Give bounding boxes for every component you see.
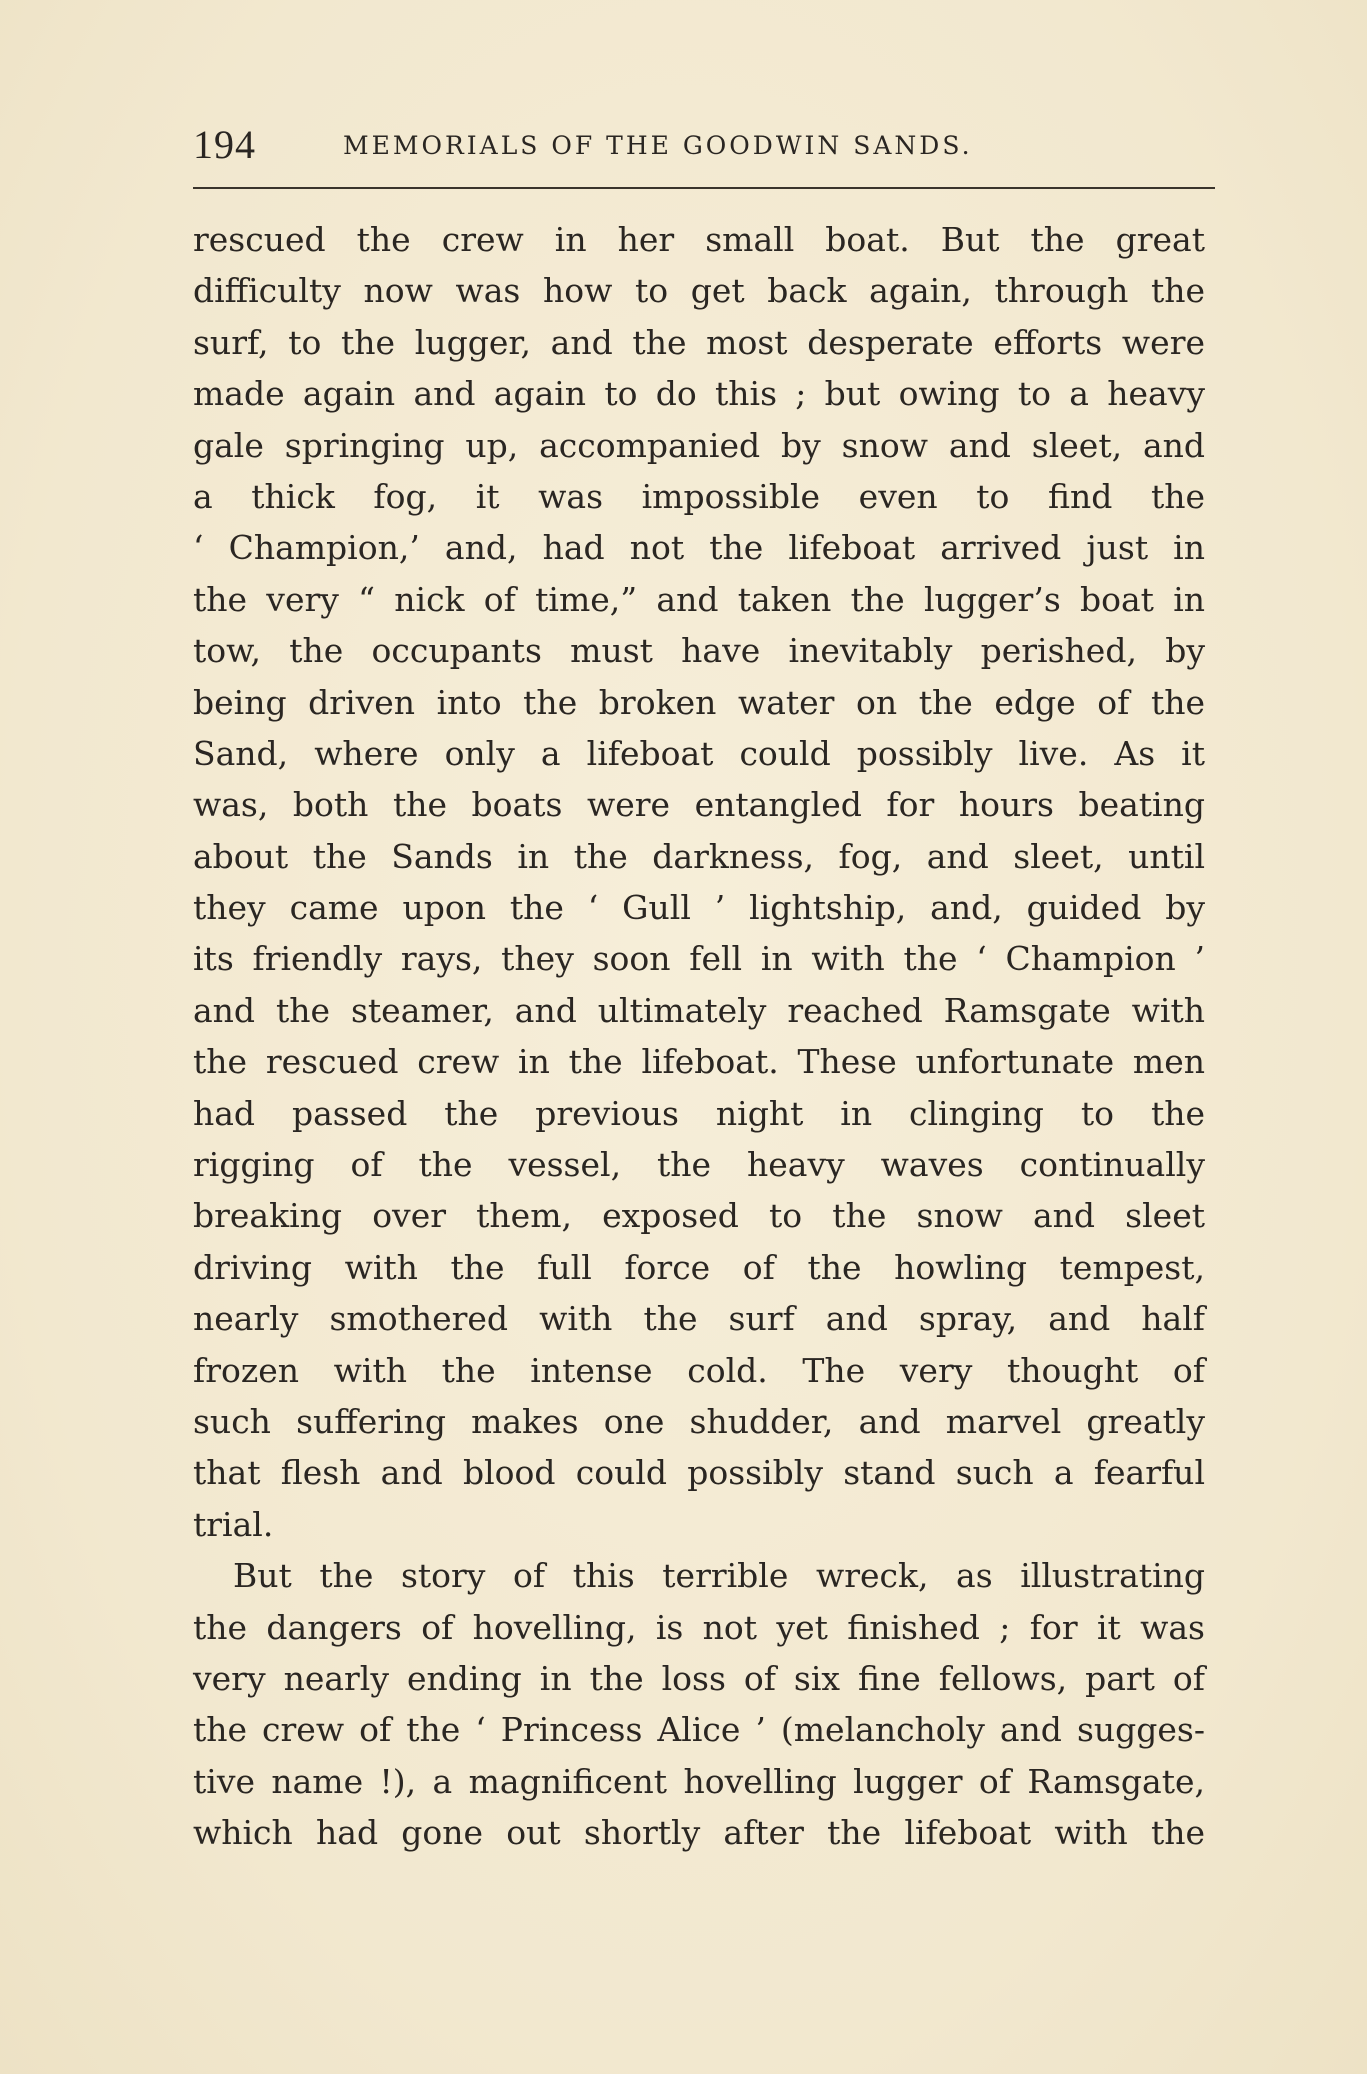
text-line: driving with the full force of the howling tempest, <box>193 1247 1205 1287</box>
text-line: its friendly rays, they soon fell in with the ‘ Champion ’ <box>193 939 1205 979</box>
text-line: the rescued crew in the lifeboat. These unfortunate men <box>193 1042 1205 1082</box>
text-line: and the steamer, and ultimately reached Ramsgate with <box>193 990 1205 1030</box>
page-number: 194 <box>193 122 256 167</box>
text-line: tive name !), a magnificent hovelling lugger of Ramsgate, <box>193 1761 1205 1801</box>
header-rule <box>193 187 1215 189</box>
page-header <box>193 120 1203 170</box>
text-line: breaking over them, exposed to the snow and sleet <box>193 1196 1205 1236</box>
running-title: MEMORIALS OF THE GOODWIN SANDS. <box>343 131 973 160</box>
body-text <box>193 214 1205 1859</box>
text-line: such suffering makes one shudder, and marvel greatly <box>193 1401 1205 1441</box>
text-line: about the Sands in the darkness, fog, and sleet, until <box>193 836 1205 876</box>
text-line: made again and again to do this ; but owing to a heavy <box>193 374 1205 414</box>
text-line: trial. <box>193 1504 274 1544</box>
paragraph-start-line: But the story of this terrible wreck, as illustrating <box>233 1556 1205 1596</box>
text-line: nearly smothered with the surf and spray, and half <box>193 1299 1205 1339</box>
text-line: had passed the previous night in clinging to the <box>193 1093 1205 1133</box>
text-line: which had gone out shortly after the lifeboat with the <box>193 1813 1205 1853</box>
text-line: the dangers of hovelling, is not yet finished ; for it was <box>193 1607 1205 1647</box>
text-line: was, both the boats were entangled for hours beating <box>193 785 1205 825</box>
text-line: the very “ nick of time,” and taken the lugger’s boat in <box>193 579 1205 619</box>
text-line: that flesh and blood could possibly stand such a fearful <box>193 1453 1205 1493</box>
text-line: Sand, where only a lifeboat could possibly live. As it <box>193 733 1205 773</box>
text-line: rigging of the vessel, the heavy waves continually <box>193 1145 1205 1185</box>
text-line: the crew of the ‘ Princess Alice ’ (melancholy and sugges- <box>193 1710 1205 1750</box>
text-line: frozen with the intense cold. The very thought of <box>193 1350 1205 1390</box>
text-line: gale springing up, accompanied by snow and sleet, and <box>193 425 1205 465</box>
text-line: difficulty now was how to get back again, through the <box>193 271 1205 311</box>
text-line: being driven into the broken water on the edge of the <box>193 682 1205 722</box>
text-line: tow, the occupants must have inevitably perished, by <box>193 631 1205 671</box>
text-line: ‘ Champion,’ and, had not the lifeboat arrived just in <box>193 528 1205 568</box>
text-line: very nearly ending in the loss of six fine fellows, part of <box>193 1658 1205 1698</box>
text-line: rescued the crew in her small boat. But the great <box>193 220 1205 259</box>
text-line: surf, to the lugger, and the most desperate efforts were <box>193 322 1205 362</box>
text-line: a thick fog, it was impossible even to find the <box>193 476 1205 516</box>
text-line: they came upon the ‘ Gull ’ lightship, and, guided by <box>193 888 1205 928</box>
